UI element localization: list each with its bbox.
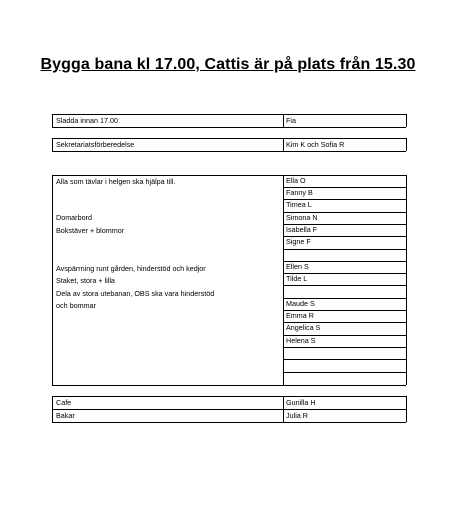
task-text: Avspärrning runt gården, hinderstöd och kedjor — [56, 264, 206, 273]
table-row — [52, 396, 406, 409]
table-border — [52, 422, 406, 423]
page-title: Bygga bana kl 17.00, Cattis är på plats från 15.30 — [40, 56, 416, 73]
table-border — [52, 127, 406, 128]
task-text: och bommar — [56, 301, 96, 310]
person-cell: Gunilla H — [286, 398, 316, 407]
table-border — [406, 396, 407, 422]
person-cell: Kim K och Sofia R — [286, 140, 345, 149]
task-text: Alla som tävlar i helgen ska hjälpa till. — [56, 177, 176, 186]
person-cell: Julia R — [286, 411, 308, 420]
person-cell: Fia — [286, 116, 296, 125]
task-text: Staket, stora + lilla — [56, 276, 115, 285]
person-cell: Emma R — [286, 311, 314, 320]
task-cell: Sekretariatsförberedelse — [56, 140, 135, 149]
table-row — [52, 138, 406, 151]
table-border — [283, 175, 284, 385]
task-cell: Cafe — [56, 398, 72, 407]
person-cell: Isabella F — [286, 225, 318, 234]
person-cell: Signe F — [286, 237, 311, 246]
table-border — [406, 175, 407, 385]
table-border — [52, 151, 406, 152]
cell-border — [283, 285, 406, 286]
person-cell: Maude S — [286, 299, 315, 308]
cell-border — [283, 249, 406, 250]
cell-border — [283, 372, 406, 373]
person-cell: Simona N — [286, 213, 318, 222]
table-row — [52, 409, 406, 422]
cell-border — [283, 359, 406, 360]
table-border — [406, 114, 407, 127]
person-cell: Helena S — [286, 336, 316, 345]
task-text: Dela av stora utebanan, OBS ska vara hinderstöd — [56, 289, 215, 298]
person-cell: Tilde L — [286, 274, 308, 283]
person-cell: Fanny B — [286, 188, 313, 197]
cell-border — [283, 347, 406, 348]
task-text: Domarbord — [56, 213, 92, 222]
table-row — [52, 114, 406, 127]
person-cell: Ellen S — [286, 262, 309, 271]
person-cell: Ella O — [286, 176, 306, 185]
table-border — [52, 385, 406, 386]
person-cell: Angelica S — [286, 323, 321, 332]
table-border — [52, 175, 53, 385]
table-border — [52, 175, 406, 176]
table-border — [406, 138, 407, 151]
person-cell: Timea L — [286, 200, 312, 209]
task-text: Bokstäver + blommor — [56, 226, 125, 235]
task-cell: Sladda innan 17.00 — [56, 116, 118, 125]
task-cell: Bakar — [56, 411, 75, 420]
